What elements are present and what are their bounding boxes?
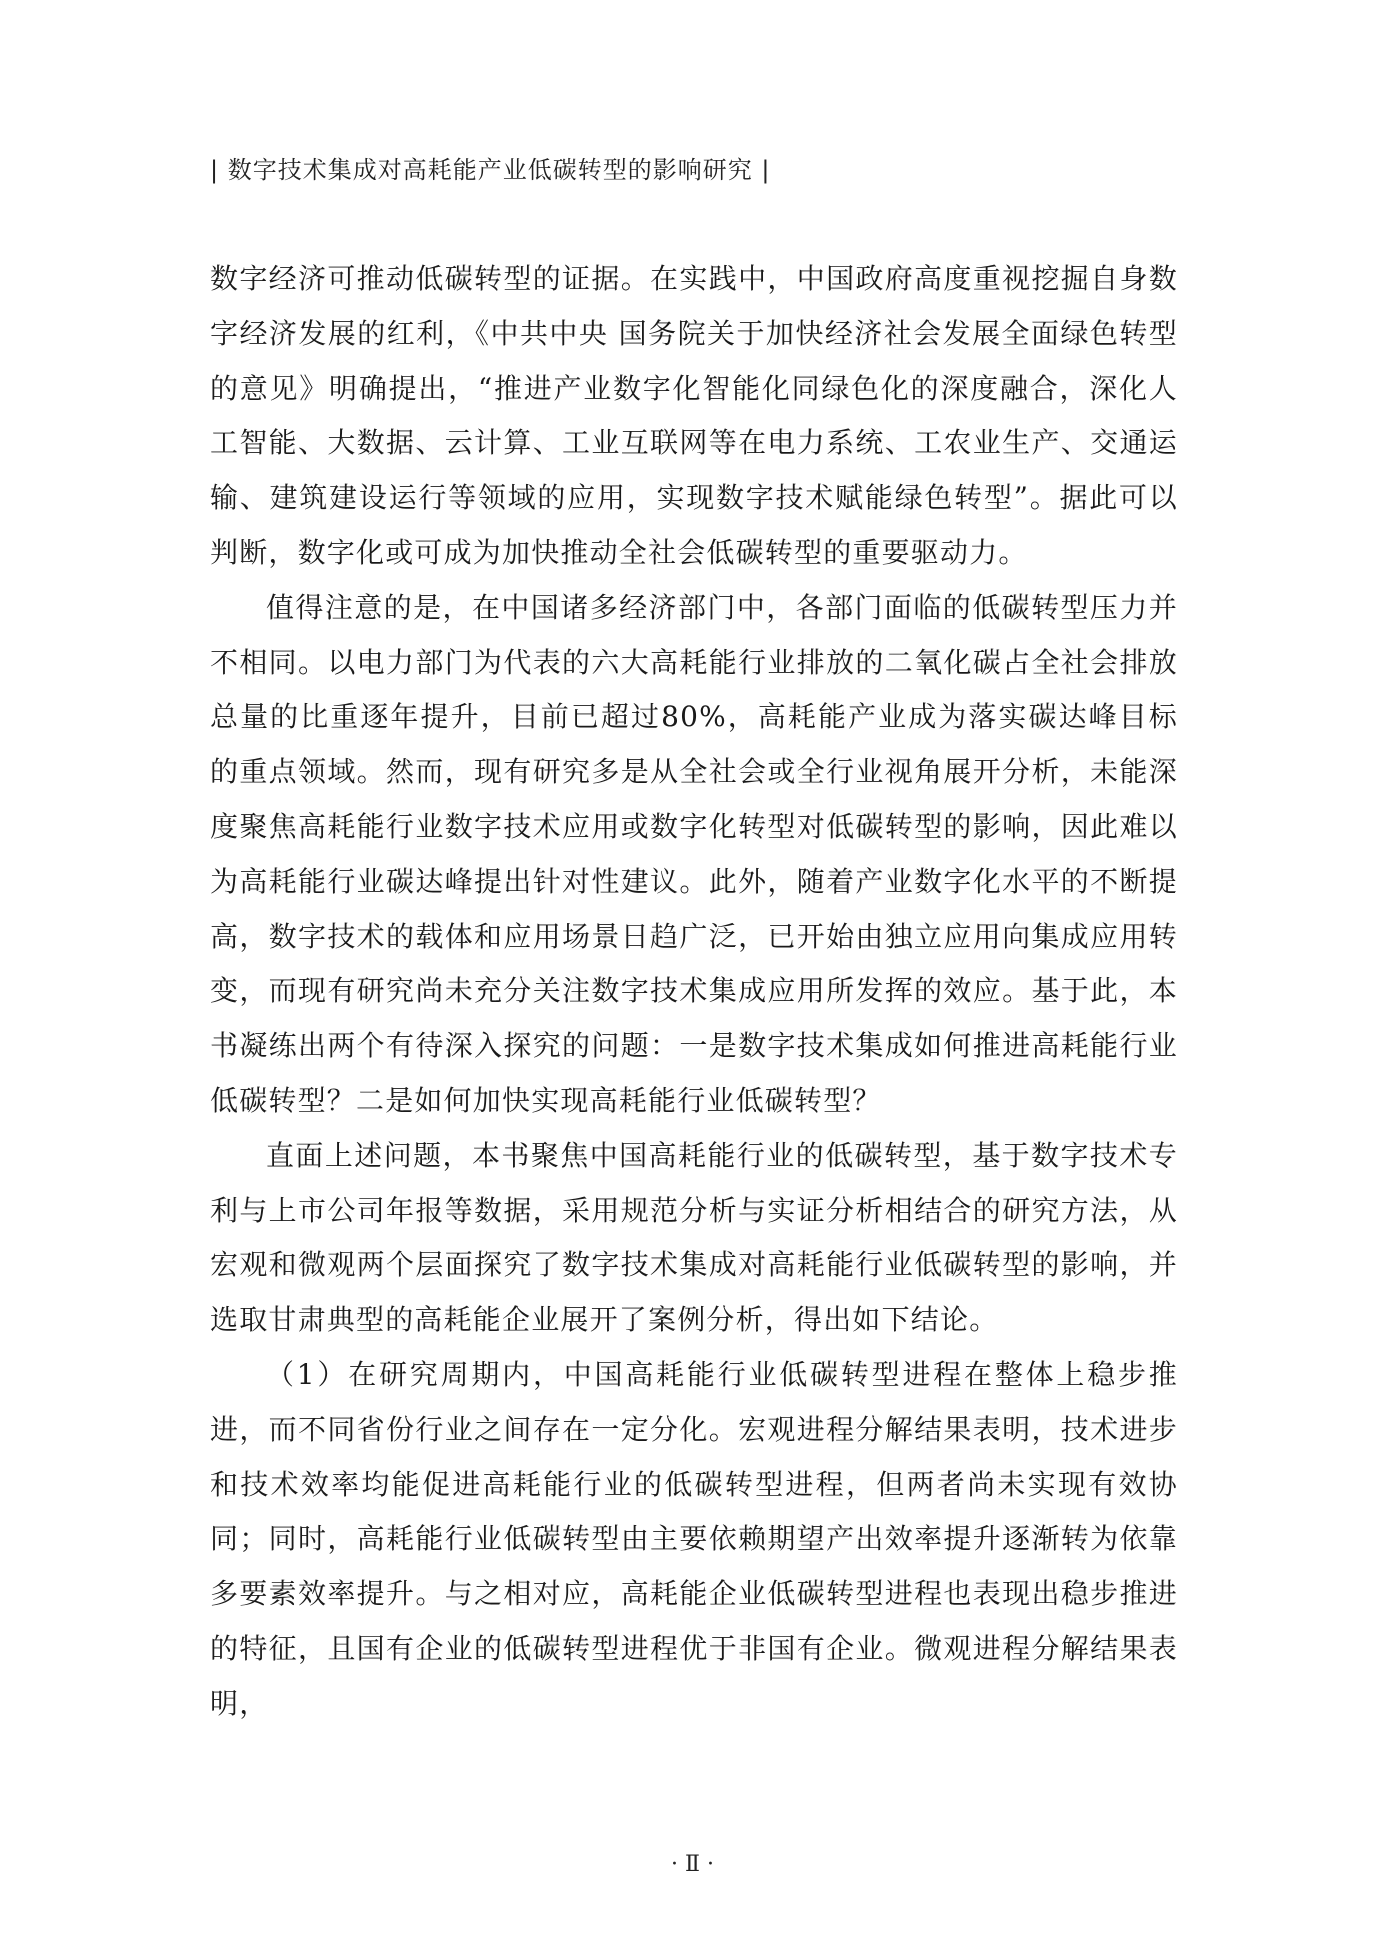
- paragraph-3: 直面上述问题，本书聚焦中国高耗能行业的低碳转型，基于数字技术专利与上市公司年报等数据，采用规范分析与实证分析相结合的研究方法，从宏观和微观两个层面探究了数字技术集成对高耗能行业低碳转型的影响，并选取甘肃典型的高耗能企业展开了案例分析，得出如下结论。: [210, 1138, 1178, 1337]
- page-number: · Ⅱ ·: [671, 1852, 714, 1877]
- running-header: | 数字技术集成对高耗能产业低碳转型的影响研究 |: [210, 156, 771, 184]
- paragraph-1: 数字经济可推动低碳转型的证据。在实践中，中国政府高度重视挖掘自身数字经济发展的红利，《中共中央 国务院关于加快经济社会发展全面绿色转型的意见》明确提出，“推进产业数字化智能化同绿色化的深度融合，深化人工智能、大数据、云计算、工业互联网等在电力系统、工农业生产、交通运输、建筑建设运行等领域的应用，实现数字技术赋能绿色转型”。据此可以判断，数字化或可成为加快推动全社会低碳转型的重要驱动力。: [210, 262, 1178, 569]
- paragraph-2: 值得注意的是，在中国诸多经济部门中，各部门面临的低碳转型压力并不相同。以电力部门为代表的六大高耗能行业排放的二氧化碳占全社会排放总量的比重逐年提升，目前已超过80%，高耗能产业成为落实碳达峰目标的重点领域。然而，现有研究多是从全社会或全行业视角展开分析，未能深度聚焦高耗能行业数字技术应用或数字化转型对低碳转型的影响，因此难以为高耗能行业碳达峰提出针对性建议。此外，随着产业数字化水平的不断提高，数字技术的载体和应用场景日趋广泛，已开始由独立应用向集成应用转变，而现有研究尚未充分关注数字技术集成应用所发挥的效应。基于此，本书凝练出两个有待深入探究的问题：一是数字技术集成如何推进高耗能行业低碳转型？二是如何加快实现高耗能行业低碳转型？: [210, 590, 1178, 1117]
- paragraph-4: （1）在研究周期内，中国高耗能行业低碳转型进程在整体上稳步推进，而不同省份行业之间存在一定分化。宏观进程分解结果表明，技术进步和技术效率均能促进高耗能行业的低碳转型进程，但两者尚未实现有效协同；同时，高耗能行业低碳转型由主要依赖期望产出效率提升逐渐转为依靠多要素效率提升。与之相对应，高耗能企业低碳转型进程也表现出稳步推进的特征，且国有企业的低碳转型进程优于非国有企业。微观进程分解结果表明，: [210, 1357, 1178, 1720]
- body-text: [210, 252, 1178, 1732]
